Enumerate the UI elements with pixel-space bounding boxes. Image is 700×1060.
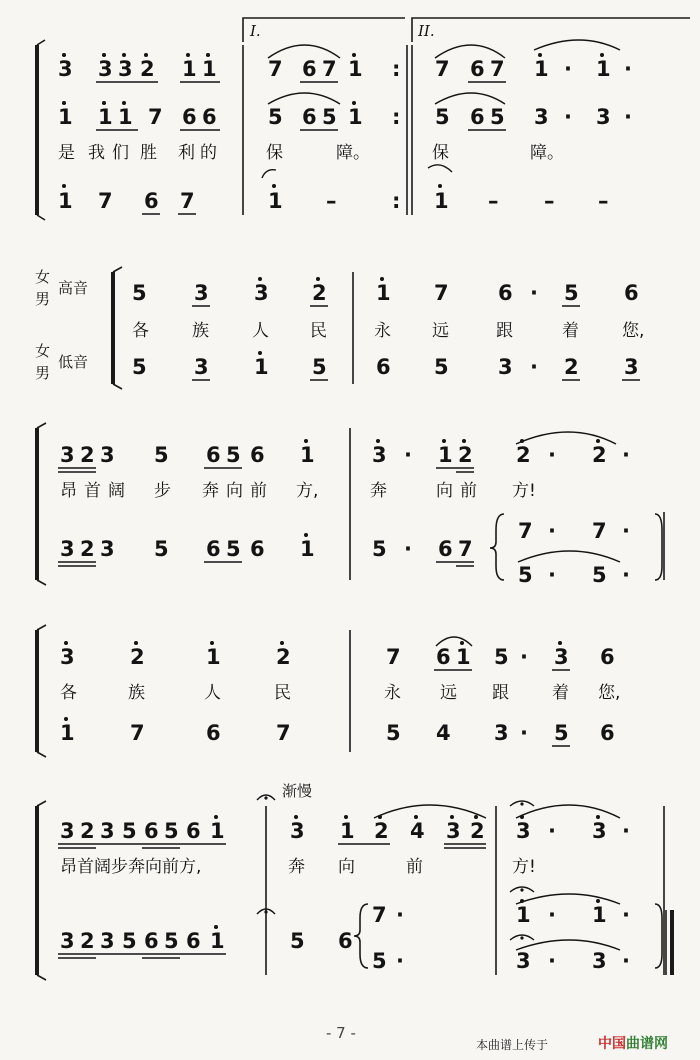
dot-extension: · xyxy=(622,519,630,543)
note: 6 xyxy=(470,105,485,129)
note: 2 xyxy=(276,645,291,669)
note: 2 xyxy=(458,443,473,467)
note: 5 xyxy=(122,819,137,843)
lyric: 奔 xyxy=(288,857,305,877)
dot-extension: · xyxy=(404,443,412,467)
note: 4 xyxy=(410,819,425,843)
lyric: 族 xyxy=(192,321,209,341)
note: 6 xyxy=(186,929,201,953)
lyric: 利 xyxy=(178,143,195,163)
part-label-upper-male: 男 xyxy=(35,290,51,308)
note: 7 xyxy=(98,189,113,213)
note: 4 xyxy=(436,721,451,745)
note: 6 xyxy=(438,537,453,561)
note: 3 xyxy=(596,105,611,129)
repeat-sign: : xyxy=(392,57,401,81)
note: 2 xyxy=(80,819,95,843)
note: 6 xyxy=(206,537,221,561)
note: 1 xyxy=(300,537,315,561)
note: 2 xyxy=(592,443,607,467)
dot-extension: · xyxy=(548,903,556,927)
tempo-mark: 渐慢 xyxy=(282,782,313,800)
chord-note: 3 xyxy=(516,949,531,973)
dot-extension: · xyxy=(548,949,556,973)
lyric: 着 xyxy=(552,683,569,703)
note: 2 xyxy=(470,819,485,843)
note: 6 xyxy=(376,355,391,379)
note: 1 xyxy=(254,355,269,379)
lyric: 的 xyxy=(200,143,217,163)
lyric: 前 xyxy=(460,481,477,501)
system-2 xyxy=(35,267,644,389)
lyric: 前 xyxy=(406,857,423,877)
note: 6 xyxy=(186,819,201,843)
note: 5 xyxy=(322,105,337,129)
lyric: 向 xyxy=(338,857,355,877)
lyric: 方! xyxy=(512,481,536,501)
note: 5 xyxy=(435,105,450,129)
note: 1 xyxy=(340,819,355,843)
chord-note: 5 xyxy=(372,949,387,973)
note: 5 xyxy=(226,537,241,561)
system-5 xyxy=(37,782,672,980)
part-label-lower-male: 男 xyxy=(35,364,51,382)
chord-note: 5 xyxy=(592,563,607,587)
note: 7 xyxy=(490,57,505,81)
note: 6 xyxy=(144,929,159,953)
note: 6 xyxy=(206,443,221,467)
note: 2 xyxy=(80,929,95,953)
note: 5 xyxy=(164,819,179,843)
lyric: 民 xyxy=(274,683,291,703)
site-logo-sub: 曲谱网 xyxy=(626,1036,668,1052)
note: 1 xyxy=(206,645,221,669)
lyric: 远 xyxy=(432,321,449,341)
dot-extension: · xyxy=(520,721,528,745)
lyric: 人 xyxy=(252,321,269,341)
note: 5 xyxy=(290,929,305,953)
lyric: 人 xyxy=(204,683,221,703)
dot-extension: · xyxy=(564,105,572,129)
lyric: 方, xyxy=(296,481,319,501)
note: 2 xyxy=(80,443,95,467)
note: 2 xyxy=(312,281,327,305)
page-number: - 7 - xyxy=(326,1024,356,1042)
system-1 xyxy=(37,18,690,220)
dot-extension: · xyxy=(622,563,630,587)
note: 1 xyxy=(118,105,133,129)
lyric: 跟 xyxy=(492,683,509,703)
lyric: 保 xyxy=(432,143,449,163)
note: 1 xyxy=(210,819,225,843)
lyric: 民 xyxy=(310,321,327,341)
lyric: 障。 xyxy=(336,143,370,163)
lyric: 方! xyxy=(512,857,536,877)
lyric: 们 xyxy=(112,143,129,163)
note: 6 xyxy=(250,537,265,561)
note: 3 xyxy=(100,443,115,467)
chord-note: 1 xyxy=(516,903,531,927)
note: 3 xyxy=(118,57,133,81)
note: 3 xyxy=(516,819,531,843)
note: 5 xyxy=(494,645,509,669)
note: 3 xyxy=(98,57,113,81)
dash: – xyxy=(544,189,555,213)
dot-extension: · xyxy=(622,819,630,843)
lyric: 是 xyxy=(58,143,75,163)
note: 6 xyxy=(250,443,265,467)
note: 3 xyxy=(534,105,549,129)
note: 1 xyxy=(534,57,549,81)
note: 3 xyxy=(554,645,569,669)
lyric: 保 xyxy=(266,143,283,163)
note: 1 xyxy=(58,189,73,213)
lyric: 着 xyxy=(562,321,579,341)
note: 3 xyxy=(624,355,639,379)
part-label-lower-voice: 低音 xyxy=(58,353,89,371)
note: 1 xyxy=(596,57,611,81)
dot-extension: · xyxy=(548,819,556,843)
lyric: 向 xyxy=(226,481,243,501)
lyric: 前 xyxy=(250,481,267,501)
note: 1 xyxy=(376,281,391,305)
note: 3 xyxy=(58,57,73,81)
note: 6 xyxy=(338,929,353,953)
note: 7 xyxy=(435,57,450,81)
note: 1 xyxy=(438,443,453,467)
site-logo-main: 中国 xyxy=(598,1036,626,1052)
note: 1 xyxy=(202,57,217,81)
note: 3 xyxy=(194,281,209,305)
note: 1 xyxy=(182,57,197,81)
note: 3 xyxy=(498,355,513,379)
chord-note: 7 xyxy=(372,903,387,927)
note: 1 xyxy=(98,105,113,129)
note: 1 xyxy=(58,105,73,129)
note: 1 xyxy=(456,645,471,669)
lyric: 各 xyxy=(60,683,77,703)
dash: – xyxy=(326,189,337,213)
note: 3 xyxy=(100,537,115,561)
note: 6 xyxy=(600,645,615,669)
note: 1 xyxy=(434,189,449,213)
note: 1 xyxy=(210,929,225,953)
note: 6 xyxy=(470,57,485,81)
note: 6 xyxy=(182,105,197,129)
note: 7 xyxy=(458,537,473,561)
note: 3 xyxy=(446,819,461,843)
note: 5 xyxy=(386,721,401,745)
dot-extension: · xyxy=(396,949,404,973)
lyric: 我 xyxy=(88,143,105,163)
note: 5 xyxy=(164,929,179,953)
note: 3 xyxy=(60,537,75,561)
note: 3 xyxy=(372,443,387,467)
chord-note: 7 xyxy=(518,519,533,543)
dot-extension: · xyxy=(622,443,630,467)
note: 5 xyxy=(122,929,137,953)
note: 5 xyxy=(154,443,169,467)
note: 3 xyxy=(254,281,269,305)
lyric: 各 xyxy=(132,321,149,341)
note: 3 xyxy=(194,355,209,379)
note: 3 xyxy=(100,929,115,953)
note: 7 xyxy=(386,645,401,669)
note: 6 xyxy=(302,57,317,81)
system-4 xyxy=(37,625,620,757)
part-label-lower-female: 女 xyxy=(35,342,51,360)
dot-extension: · xyxy=(564,57,572,81)
note: 5 xyxy=(564,281,579,305)
chord-note: 7 xyxy=(592,519,607,543)
lyric: 永 xyxy=(374,321,391,341)
note: 2 xyxy=(374,819,389,843)
note: 1 xyxy=(348,105,363,129)
note: 6 xyxy=(144,819,159,843)
note: 5 xyxy=(312,355,327,379)
note: 7 xyxy=(276,721,291,745)
note: 5 xyxy=(154,537,169,561)
dash: – xyxy=(488,189,499,213)
repeat-sign: : xyxy=(392,105,401,129)
note: 3 xyxy=(60,443,75,467)
note: 5 xyxy=(554,721,569,745)
note: 3 xyxy=(290,819,305,843)
site-logo[interactable] xyxy=(598,1033,668,1053)
repeat-sign: : xyxy=(392,189,401,213)
note: 7 xyxy=(148,105,163,129)
upload-credit: 本曲谱上传于 xyxy=(476,1038,549,1052)
dot-extension: · xyxy=(396,903,404,927)
note: 5 xyxy=(268,105,283,129)
note: 1 xyxy=(300,443,315,467)
note: 5 xyxy=(132,355,147,379)
note: 6 xyxy=(600,721,615,745)
note: 2 xyxy=(80,537,95,561)
lyric: 远 xyxy=(440,683,457,703)
note: 6 xyxy=(498,281,513,305)
system-3 xyxy=(37,423,664,587)
lyric: 永 xyxy=(384,683,401,703)
chord-note: 1 xyxy=(592,903,607,927)
dot-extension: · xyxy=(548,519,556,543)
dot-extension: · xyxy=(530,281,538,305)
lyric: 昂首阔步奔向前方, xyxy=(60,857,202,877)
note: 5 xyxy=(226,443,241,467)
note: 6 xyxy=(436,645,451,669)
note: 1 xyxy=(60,721,75,745)
note: 7 xyxy=(180,189,195,213)
volta-second-label: II. xyxy=(418,22,435,40)
note: 6 xyxy=(144,189,159,213)
lyric: 障。 xyxy=(530,143,564,163)
chord-note: 5 xyxy=(518,563,533,587)
note: 2 xyxy=(564,355,579,379)
note: 5 xyxy=(434,355,449,379)
lyric: 您, xyxy=(598,683,621,703)
part-label-upper-voice: 高音 xyxy=(58,279,89,297)
note: 2 xyxy=(516,443,531,467)
lyric: 胜 xyxy=(140,143,157,163)
dot-extension: · xyxy=(548,443,556,467)
note: 1 xyxy=(268,189,283,213)
note: 5 xyxy=(132,281,147,305)
dot-extension: · xyxy=(520,645,528,669)
note: 3 xyxy=(60,929,75,953)
note: 7 xyxy=(434,281,449,305)
dot-extension: · xyxy=(624,105,632,129)
note: 3 xyxy=(60,819,75,843)
lyric: 跟 xyxy=(496,321,513,341)
lyric: 首 xyxy=(84,481,101,501)
lyric: 昂 xyxy=(60,481,77,501)
lyric: 阔 xyxy=(108,481,125,501)
note: 3 xyxy=(60,645,75,669)
chord-note: 3 xyxy=(592,949,607,973)
dot-extension: · xyxy=(624,57,632,81)
volta-first-label: I. xyxy=(250,22,261,40)
lyric: 奔 xyxy=(202,481,219,501)
dash: – xyxy=(598,189,609,213)
dot-extension: · xyxy=(622,903,630,927)
note: 6 xyxy=(302,105,317,129)
note: 6 xyxy=(202,105,217,129)
note: 6 xyxy=(624,281,639,305)
note: 5 xyxy=(372,537,387,561)
lyric: 您, xyxy=(622,321,645,341)
lyric: 步 xyxy=(154,481,171,501)
note: 6 xyxy=(206,721,221,745)
note: 3 xyxy=(100,819,115,843)
lyric: 族 xyxy=(128,683,145,703)
dot-extension: · xyxy=(404,537,412,561)
lyric: 向 xyxy=(436,481,453,501)
dot-extension: · xyxy=(530,355,538,379)
note: 7 xyxy=(322,57,337,81)
lyric: 奔 xyxy=(370,481,387,501)
note: 3 xyxy=(592,819,607,843)
dot-extension: · xyxy=(548,563,556,587)
dot-extension: · xyxy=(622,949,630,973)
note: 2 xyxy=(130,645,145,669)
note: 5 xyxy=(490,105,505,129)
note: 3 xyxy=(494,721,509,745)
note: 1 xyxy=(348,57,363,81)
note: 7 xyxy=(268,57,283,81)
part-label-upper-female: 女 xyxy=(35,268,51,286)
note: 7 xyxy=(130,721,145,745)
note: 2 xyxy=(140,57,155,81)
